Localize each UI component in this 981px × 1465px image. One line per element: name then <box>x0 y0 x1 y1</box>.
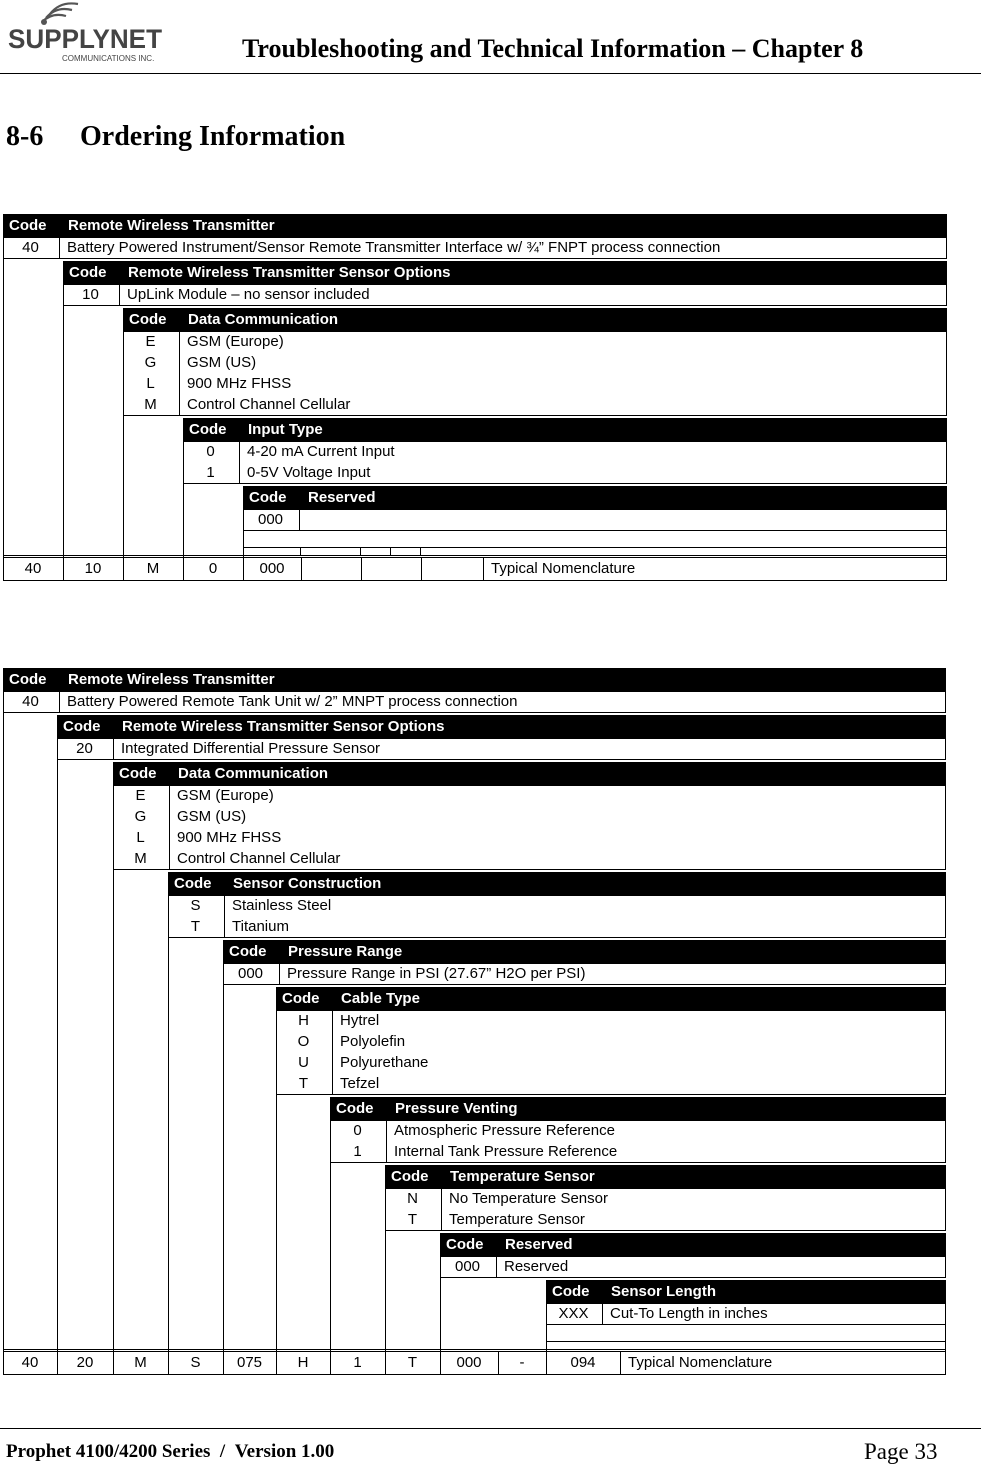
option-code: L <box>146 375 155 392</box>
option-description: UpLink Module – no sensor included <box>127 286 370 303</box>
level-code-divider <box>119 284 120 306</box>
option-code: T <box>407 1211 418 1228</box>
option-description: Atmospheric Pressure Reference <box>394 1122 615 1139</box>
option-description: Reserved <box>504 1258 569 1275</box>
example-code-cell: - <box>519 1354 525 1371</box>
level-header-title: Sensor Length <box>611 1283 717 1300</box>
page-header-title: Troubleshooting and Technical Information – Chapter 8 <box>242 34 864 63</box>
level-header-code-label: Code <box>249 489 287 506</box>
footer-series-version <box>6 1441 334 1463</box>
level-header-code-label: Code <box>129 311 167 328</box>
example-code-cell: 1 <box>353 1354 362 1371</box>
level-header-code-label: Code <box>282 990 320 1007</box>
section-number: 8-6 <box>6 121 44 152</box>
option-description: 900 MHz FHSS <box>187 375 292 392</box>
cascade-rail <box>385 1231 386 1351</box>
option-code: 0 <box>353 1122 362 1139</box>
footer-series: Prophet 4100/4200 Series <box>6 1441 211 1462</box>
option-code: T <box>298 1075 309 1092</box>
level-header-title: Cable Type <box>341 990 420 1007</box>
cascade-rail <box>223 985 224 1351</box>
level-code-divider <box>113 738 114 760</box>
cascade-rail <box>440 1278 441 1351</box>
example-code-cell: 094 <box>570 1354 596 1371</box>
spacer-divider <box>390 547 391 555</box>
level-header-title: Remote Wireless Transmitter Sensor Options <box>122 718 445 735</box>
example-code-cell: 20 <box>76 1354 94 1371</box>
level-code-divider <box>441 1188 442 1231</box>
option-description: Battery Powered Instrument/Sensor Remote Transmitter Interface w/ ¾” FNPT process connection <box>67 239 721 256</box>
level-header-title: Remote Wireless Transmitter Sensor Options <box>128 264 451 281</box>
option-code: E <box>135 787 146 804</box>
option-description: GSM (US) <box>187 354 257 371</box>
option-description: Internal Tank Pressure Reference <box>394 1143 618 1160</box>
example-label: Typical Nomenclature <box>628 1354 773 1371</box>
cascade-rail <box>546 1325 547 1351</box>
option-description: Control Channel Cellular <box>177 850 341 867</box>
option-description: Cut-To Length in inches <box>610 1305 768 1322</box>
section-heading <box>6 121 345 153</box>
option-code: 000 <box>237 965 264 982</box>
level-header-title: Remote Wireless Transmitter <box>68 217 275 234</box>
footer-divider <box>0 1428 981 1429</box>
level-header-code-label: Code <box>63 718 101 735</box>
example-code-cell: 000 <box>456 1354 482 1371</box>
option-code: T <box>190 918 201 935</box>
level-code-divider <box>59 691 60 713</box>
level-header-10 <box>546 1280 946 1303</box>
level-header-code-label: Code <box>552 1283 590 1300</box>
footer-page-number: Page 33 <box>864 1439 938 1464</box>
option-description: Control Channel Cellular <box>187 396 351 413</box>
option-code: M <box>134 850 147 867</box>
example-code-cell: 40 <box>21 1354 39 1371</box>
level-header-code-label: Code <box>9 671 47 688</box>
level-header-title: Pressure Venting <box>395 1100 518 1117</box>
cascade-rail <box>276 1095 277 1351</box>
level-header-title: Sensor Construction <box>233 875 382 892</box>
level-header-title: Data Communication <box>178 765 329 782</box>
spacer-line <box>243 547 947 548</box>
cascade-rail <box>113 870 114 1351</box>
example-cell-divider <box>483 557 484 581</box>
level-header-code-label: Code <box>391 1168 429 1185</box>
option-code: M <box>144 396 157 413</box>
footer-separator: / <box>219 1441 226 1462</box>
cascade-rail <box>243 531 244 557</box>
example-code-cell: 10 <box>84 560 102 577</box>
option-code: 20 <box>76 740 93 757</box>
option-code: 1 <box>206 464 215 481</box>
level-header-code-label: Code <box>9 217 47 234</box>
section-title: Ordering Information <box>80 121 346 152</box>
option-code: XXX <box>558 1305 589 1322</box>
level-code-divider <box>299 509 300 531</box>
option-code: 0 <box>206 443 215 460</box>
logo-subtitle: COMMUNICATIONS INC. <box>62 54 155 63</box>
option-description: Stainless Steel <box>232 897 332 914</box>
option-description: 900 MHz FHSS <box>177 829 282 846</box>
option-code: 000 <box>257 511 284 528</box>
cascade-rail-right <box>945 1325 946 1351</box>
option-description: GSM (US) <box>177 808 247 825</box>
option-description: Temperature Sensor <box>449 1211 585 1228</box>
option-description: Pressure Range in PSI (27.67” H2O per PSI) <box>287 965 586 982</box>
cascade-rail-right <box>946 531 947 557</box>
option-description: Tefzel <box>340 1075 380 1092</box>
option-description: Battery Powered Remote Tank Unit w/ 2” MNPT process connection <box>67 693 518 710</box>
level-header-title: Remote Wireless Transmitter <box>68 671 275 688</box>
option-code: U <box>298 1054 309 1071</box>
level-code-divider <box>179 331 180 416</box>
example-code-cell: H <box>297 1354 309 1371</box>
level-header-code-label: Code <box>229 943 267 960</box>
example-label: Typical Nomenclature <box>491 560 636 577</box>
level-code-divider <box>602 1303 603 1325</box>
option-description: Polyolefin <box>340 1033 406 1050</box>
cascade-bottom-line <box>3 1349 946 1350</box>
option-code: E <box>145 333 156 350</box>
example-code-cell: M <box>134 1354 147 1371</box>
level-header-code-label: Code <box>119 765 157 782</box>
option-description: Polyurethane <box>340 1054 429 1071</box>
option-code: H <box>298 1012 309 1029</box>
cascade-rail-outer <box>3 259 4 557</box>
level-code-divider <box>496 1256 497 1278</box>
level-header-title: Input Type <box>248 421 323 438</box>
option-description: Hytrel <box>340 1012 380 1029</box>
option-code: 40 <box>22 239 39 256</box>
spacer-line <box>546 1341 946 1342</box>
example-cell-divider <box>620 1351 621 1375</box>
cascade-rail <box>330 1163 331 1351</box>
example-code-cell: 075 <box>236 1354 263 1371</box>
cascade-rail <box>168 938 169 1351</box>
option-code: 40 <box>22 693 39 710</box>
level-header-title: Reserved <box>308 489 376 506</box>
option-code: 10 <box>82 286 99 303</box>
supplynet-logo <box>6 0 166 64</box>
example-code-cell: S <box>190 1354 201 1371</box>
option-code: 000 <box>454 1258 481 1275</box>
option-code: N <box>407 1190 418 1207</box>
option-description: Titanium <box>232 918 289 935</box>
example-cell-divider <box>421 557 422 581</box>
option-code: 1 <box>353 1143 362 1160</box>
level-code-divider <box>224 895 225 938</box>
level-code-divider <box>59 237 60 259</box>
example-code-cell: 0 <box>208 560 218 577</box>
example-code-cell: 000 <box>259 560 285 577</box>
level-header-code-label: Code <box>69 264 107 281</box>
logo-wordmark: SUPPLYNET <box>8 24 163 54</box>
level-code-divider <box>386 1120 387 1163</box>
level-code-divider <box>169 785 170 870</box>
example-code-cell: T <box>407 1354 418 1371</box>
level-header-code-label: Code <box>174 875 212 892</box>
cascade-rail <box>57 760 58 1351</box>
level-code-divider <box>279 963 280 985</box>
spacer-divider <box>300 547 301 555</box>
example-cell-divider <box>301 557 302 581</box>
footer-version: Version 1.00 <box>234 1441 335 1462</box>
example-code-cell: 40 <box>24 560 42 577</box>
option-description: 4-20 mA Current Input <box>247 443 395 460</box>
option-description: GSM (Europe) <box>177 787 274 804</box>
level-code-divider <box>332 1010 333 1095</box>
option-code: G <box>134 808 147 825</box>
spacer-divider <box>420 547 421 555</box>
level-header-code-label: Code <box>446 1236 484 1253</box>
header-divider <box>0 73 981 74</box>
option-code: O <box>297 1033 310 1050</box>
example-code-cell: M <box>146 560 160 577</box>
cascade-rail <box>183 484 184 557</box>
level-body-5 <box>243 509 947 531</box>
option-code: S <box>190 897 201 914</box>
option-code: L <box>136 829 145 846</box>
spacer-divider <box>360 547 361 555</box>
option-description: GSM (Europe) <box>187 333 284 350</box>
option-code: G <box>144 354 157 371</box>
level-header-title: Pressure Range <box>288 943 403 960</box>
cascade-rail <box>63 306 64 557</box>
level-header-title: Temperature Sensor <box>450 1168 595 1185</box>
level-code-divider <box>239 441 240 484</box>
cascade-rail-outer <box>3 713 4 1351</box>
level-header-code-label: Code <box>336 1100 374 1117</box>
option-description: No Temperature Sensor <box>449 1190 608 1207</box>
level-header-title: Data Communication <box>188 311 339 328</box>
option-description: 0-5V Voltage Input <box>247 464 371 481</box>
cascade-rail <box>123 416 124 557</box>
example-cell-divider <box>361 557 362 581</box>
level-header-title: Reserved <box>505 1236 573 1253</box>
level-header-code-label: Code <box>189 421 227 438</box>
option-description: Integrated Differential Pressure Sensor <box>121 740 381 757</box>
cascade-bottom-line <box>3 555 947 556</box>
